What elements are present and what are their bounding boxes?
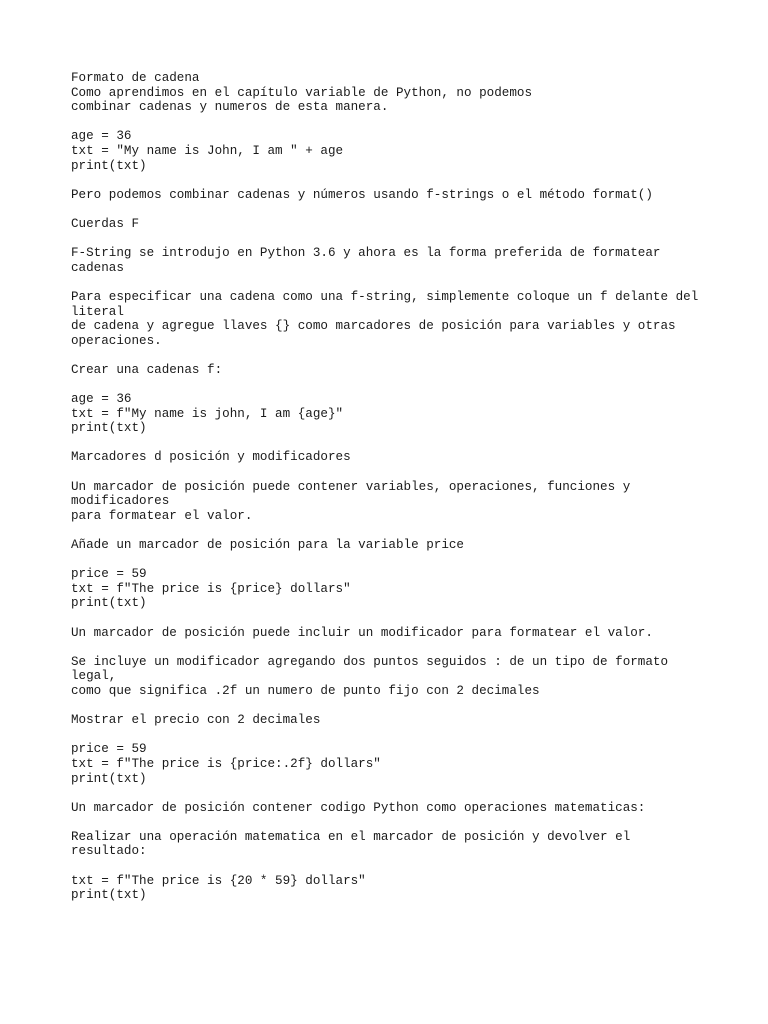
blank-line <box>71 728 711 743</box>
blank-line <box>71 523 711 538</box>
code-line: print(txt) <box>71 771 147 786</box>
code-line: print(txt) <box>71 888 147 903</box>
text-line: modificadores <box>71 494 170 509</box>
blank-line <box>71 377 711 392</box>
text-line: literal <box>71 304 124 319</box>
blank-line <box>71 815 711 830</box>
text-line: Pero podemos combinar cadenas y números usando f-strings o el método format() <box>71 187 653 202</box>
document-page <box>71 71 711 903</box>
text-line: Mostrar el precio con 2 decimales <box>71 713 321 728</box>
text-line: para formatear el valor. <box>71 508 253 523</box>
code-line: txt = f"The price is {price} dollars" <box>71 581 351 596</box>
section-heading: Marcadores d posición y modificadores <box>71 450 351 465</box>
code-line: price = 59 <box>71 567 147 582</box>
text-line: operaciones. <box>71 333 162 348</box>
text-line: cadenas <box>71 260 124 275</box>
section-heading: Cuerdas F <box>71 216 140 231</box>
blank-line <box>71 173 711 188</box>
blank-line <box>71 699 711 714</box>
blank-line <box>71 859 711 874</box>
code-line: txt = f"The price is {price:.2f} dollars" <box>71 756 381 771</box>
code-line: age = 36 <box>71 129 132 144</box>
text-line: resultado: <box>71 844 147 859</box>
code-line: price = 59 <box>71 742 147 757</box>
text-line: combinar cadenas y numeros de esta manera. <box>71 100 389 115</box>
blank-line <box>71 348 711 363</box>
blank-line <box>71 436 711 451</box>
blank-line <box>71 275 711 290</box>
blank-line <box>71 115 711 130</box>
text-line: Formato de cadena <box>71 71 200 85</box>
text-line: Realizar una operación matematica en el marcador de posición y devolver el <box>71 829 631 844</box>
text-line: Se incluye un modificador agregando dos puntos seguidos : de un tipo de formato <box>71 654 669 669</box>
blank-line <box>71 553 711 568</box>
code-line: txt = f"My name is john, I am {age}" <box>71 406 344 421</box>
text-line: Para especificar una cadena como una f-string, simplemente coloque un f delante del <box>71 289 699 304</box>
text-line: de cadena y agregue llaves {} como marcadores de posición para variables y otras <box>71 319 676 334</box>
blank-line <box>71 202 711 217</box>
blank-line <box>71 640 711 655</box>
blank-line <box>71 611 711 626</box>
code-line: print(txt) <box>71 158 147 173</box>
code-line: print(txt) <box>71 421 147 436</box>
code-line: txt = "My name is John, I am " + age <box>71 143 344 158</box>
text-line: F-String se introdujo en Python 3.6 y ahora es la forma preferida de formatear <box>71 246 661 261</box>
text-line: Crear una cadenas f: <box>71 362 223 377</box>
text-line: Como aprendimos en el capítulo variable de Python, no podemos <box>71 85 533 100</box>
text-line: Un marcador de posición puede incluir un modificador para formatear el valor. <box>71 625 653 640</box>
code-line: age = 36 <box>71 392 132 407</box>
text-line: como que significa .2f un numero de punto fijo con 2 decimales <box>71 683 540 698</box>
text-line: Añade un marcador de posición para la variable price <box>71 538 464 552</box>
text-line: Un marcador de posición contener codigo Python como operaciones matematicas: <box>71 800 646 815</box>
blank-line <box>71 465 711 480</box>
blank-line <box>71 786 711 801</box>
code-line: txt = f"The price is {20 * 59} dollars" <box>71 873 366 888</box>
blank-line <box>71 232 711 247</box>
text-line: Un marcador de posición puede contener variables, operaciones, funciones y <box>71 479 631 494</box>
text-line: legal, <box>71 669 117 684</box>
code-line: print(txt) <box>71 596 147 611</box>
